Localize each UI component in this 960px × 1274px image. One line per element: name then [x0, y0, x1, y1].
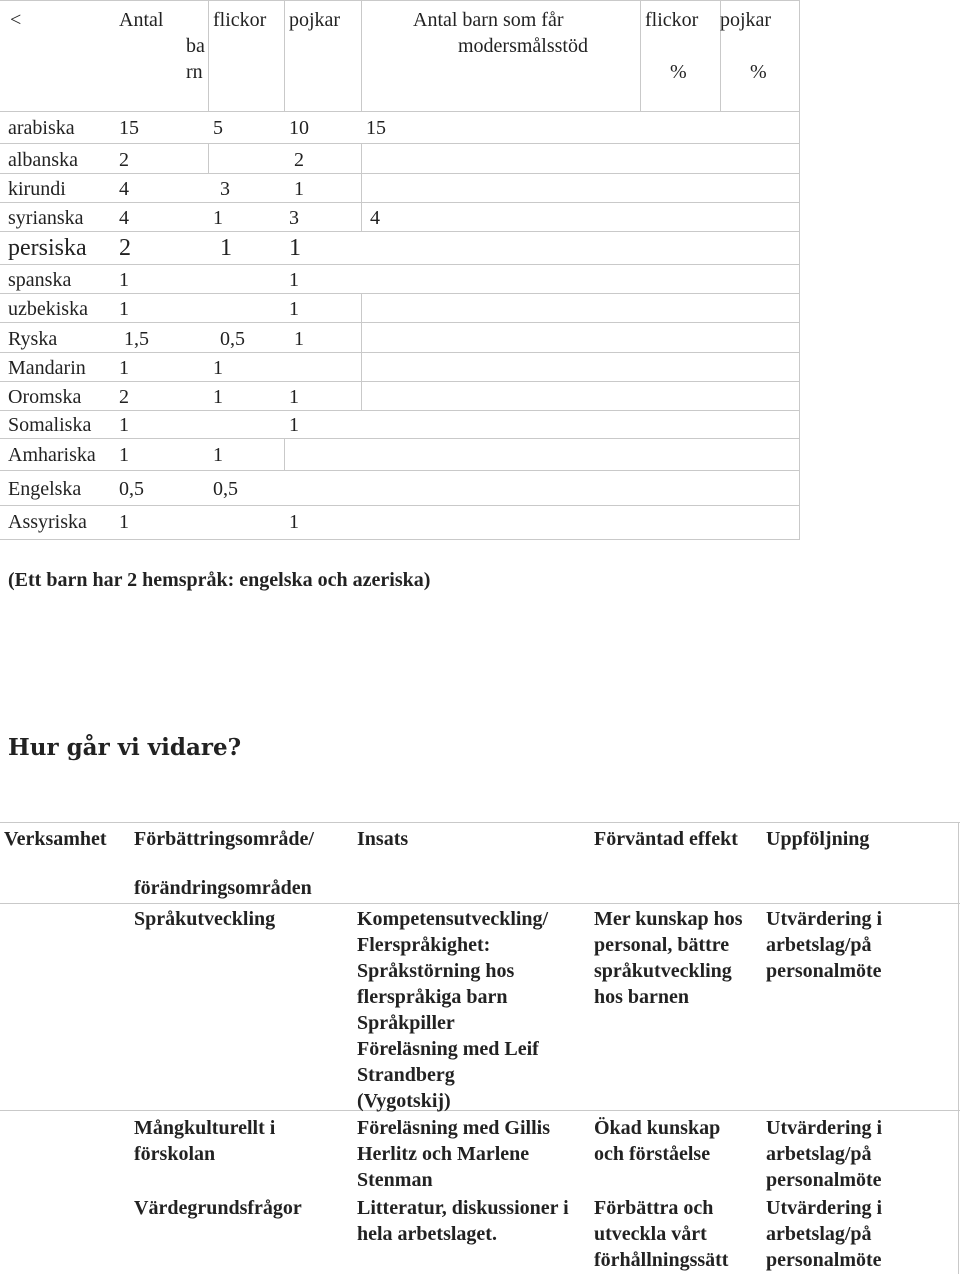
header-pojkar: pojkar [289, 9, 341, 31]
row-stod: 15 [366, 117, 386, 139]
row-uppfoljning: Utvärdering i arbetslag/på personalmöte [766, 908, 883, 982]
header-percent-1: % [670, 61, 687, 83]
row-antal: 0,5 [119, 478, 144, 500]
header-forbattringsomrade: Förbättringsområde/ [134, 828, 314, 850]
row-effekt: Ökad kunskap och förståelse [594, 1117, 721, 1165]
row-language: Engelska [8, 478, 82, 500]
row-pojkar: 1 [289, 414, 299, 436]
header-flickor-pct: flickor [645, 9, 699, 31]
row-language: spanska [8, 269, 72, 291]
row-language: uzbekiska [8, 298, 88, 320]
row-uppfoljning: Utvärdering i arbetslag/på personalmöte [766, 1117, 883, 1191]
row-flickor: 1 [213, 207, 223, 229]
row-language: Somaliska [8, 414, 92, 436]
row-omrade: Mångkulturellt i förskolan [134, 1117, 276, 1165]
row-language: syrianska [8, 207, 84, 229]
header-arrow: < [10, 9, 22, 31]
row-flickor: 5 [213, 117, 223, 139]
row-insats: Kompetensutveckling/ Flerspråkighet: Språkstörning hos flerspråkiga barn Språkpiller Föreläsning med Leif Strandberg (Vygotskij) [357, 908, 549, 1112]
row-effekt: Mer kunskap hos personal, bättre språkutveckling hos barnen [594, 908, 743, 1008]
row-pojkar: 1 [289, 511, 299, 533]
row-insats: Litteratur, diskussioner i hela arbetslaget. [357, 1197, 569, 1245]
row-language: arabiska [8, 117, 75, 139]
row-antal: 4 [119, 178, 129, 200]
row-flickor: 1 [213, 444, 223, 466]
row-language: persiska [8, 235, 87, 261]
row-language: kirundi [8, 178, 66, 200]
row-effekt: Förbättra och utveckla vårt förhållningssätt [594, 1197, 729, 1271]
row-antal: 2 [119, 149, 129, 171]
row-omrade: Värdegrundsfrågor [134, 1197, 302, 1219]
row-flickor: 0,5 [220, 328, 245, 350]
header-pojkar-pct: pojkar [720, 9, 772, 31]
row-flickor: 3 [220, 178, 230, 200]
row-pojkar: 1 [289, 298, 299, 320]
row-antal: 15 [119, 117, 139, 139]
header-flickor: flickor [213, 9, 267, 31]
row-pojkar: 1 [289, 235, 301, 261]
row-antal: 1 [119, 414, 129, 436]
header-antal: Antal [119, 9, 164, 31]
row-uppfoljning: Utvärdering i arbetslag/på personalmöte [766, 1197, 883, 1271]
row-antal: 1 [119, 357, 129, 379]
row-language: Assyriska [8, 511, 87, 533]
footnote: (Ett barn har 2 hemspråk: engelska och azeriska) [8, 569, 431, 591]
row-antal: 2 [119, 235, 131, 261]
row-antal: 1 [119, 511, 129, 533]
row-flickor: 1 [213, 386, 223, 408]
row-antal: 4 [119, 207, 129, 229]
header-antal-2: ba [186, 35, 205, 57]
row-flickor: 1 [213, 357, 223, 379]
row-omrade: Språkutveckling [134, 908, 276, 930]
row-insats: Föreläsning med Gillis Herlitz och Marlene Stenman [357, 1117, 550, 1191]
section-heading: Hur går vi vidare? [8, 734, 242, 761]
row-antal: 1 [119, 444, 129, 466]
header-verksamhet: Verksamhet [4, 828, 107, 850]
row-flickor: 1 [220, 235, 232, 261]
row-pojkar: 10 [289, 117, 309, 139]
row-pojkar: 2 [294, 149, 304, 171]
row-language: Amhariska [8, 444, 96, 466]
row-antal: 2 [119, 386, 129, 408]
header-percent-2: % [750, 61, 767, 83]
row-language: Oromska [8, 386, 82, 408]
row-flickor: 0,5 [213, 478, 238, 500]
row-language: albanska [8, 149, 78, 171]
header-modersmal-2: modersmålsstöd [458, 35, 588, 57]
row-pojkar: 3 [289, 207, 299, 229]
row-language: Ryska [8, 328, 58, 350]
header-insats: Insats [357, 828, 409, 850]
row-antal: 1 [119, 269, 129, 291]
row-antal: 1,5 [124, 328, 149, 350]
header-antal-3: rn [186, 61, 203, 83]
row-pojkar: 1 [294, 178, 304, 200]
header-forvantad-effekt: Förväntad effekt [594, 828, 738, 850]
row-pojkar: 1 [294, 328, 304, 350]
row-antal: 1 [119, 298, 129, 320]
header-forandringsomraden: förändringsområden [134, 877, 312, 899]
header-modersmal: Antal barn som får [413, 9, 564, 31]
row-language: Mandarin [8, 357, 86, 379]
row-stod: 4 [370, 207, 380, 229]
row-pojkar: 1 [289, 386, 299, 408]
row-pojkar: 1 [289, 269, 299, 291]
header-uppfoljning: Uppföljning [766, 828, 870, 850]
